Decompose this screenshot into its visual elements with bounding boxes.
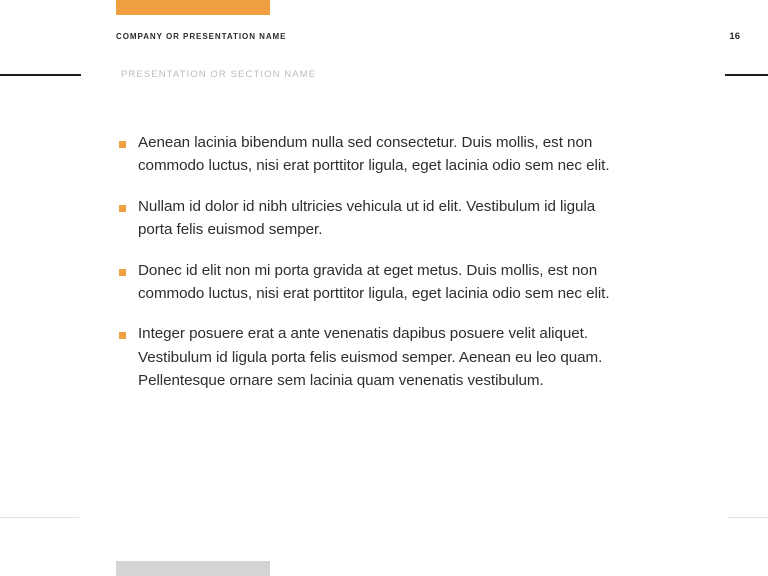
list-item <box>116 131 616 178</box>
square-bullet-icon <box>119 269 126 276</box>
list-item <box>116 195 616 242</box>
footer-rule-right <box>727 517 768 518</box>
company-name: COMPANY OR PRESENTATION NAME <box>116 32 287 41</box>
header-rule-left <box>0 74 81 76</box>
list-item <box>116 322 616 392</box>
square-bullet-icon <box>119 141 126 148</box>
list-item-text: Integer posuere erat a ante venenatis dapibus posuere velit aliquet. Vestibulum id ligula porta felis euismod semper. Aenean eu leo quam. Pellentesque ornare sem lacinia quam venenatis vestibulum. <box>138 325 603 390</box>
section-name: PRESENTATION OR SECTION NAME <box>121 69 317 80</box>
footer-rule-left <box>0 517 79 518</box>
page-number: 16 <box>729 31 740 42</box>
square-bullet-icon <box>119 332 126 339</box>
bullet-list <box>116 131 616 393</box>
list-item-text: Donec id elit non mi porta gravida at eget metus. Duis mollis, est non commodo luctus, nisi erat porttitor ligula, eget lacinia odio sem nec elit. <box>138 261 610 303</box>
list-item-text: Nullam id dolor id nibh ultricies vehicula ut id elit. Vestibulum id ligula porta felis euismod semper. <box>138 197 596 239</box>
top-accent-bar <box>116 0 270 15</box>
square-bullet-icon <box>119 205 126 212</box>
list-item-text: Aenean lacinia bibendum nulla sed consectetur. Duis mollis, est non commodo luctus, nisi erat porttitor ligula, eget lacinia odio sem nec elit. <box>138 134 610 175</box>
bottom-accent-block <box>116 561 270 576</box>
header-rule-right <box>725 74 768 76</box>
list-item <box>116 259 616 306</box>
